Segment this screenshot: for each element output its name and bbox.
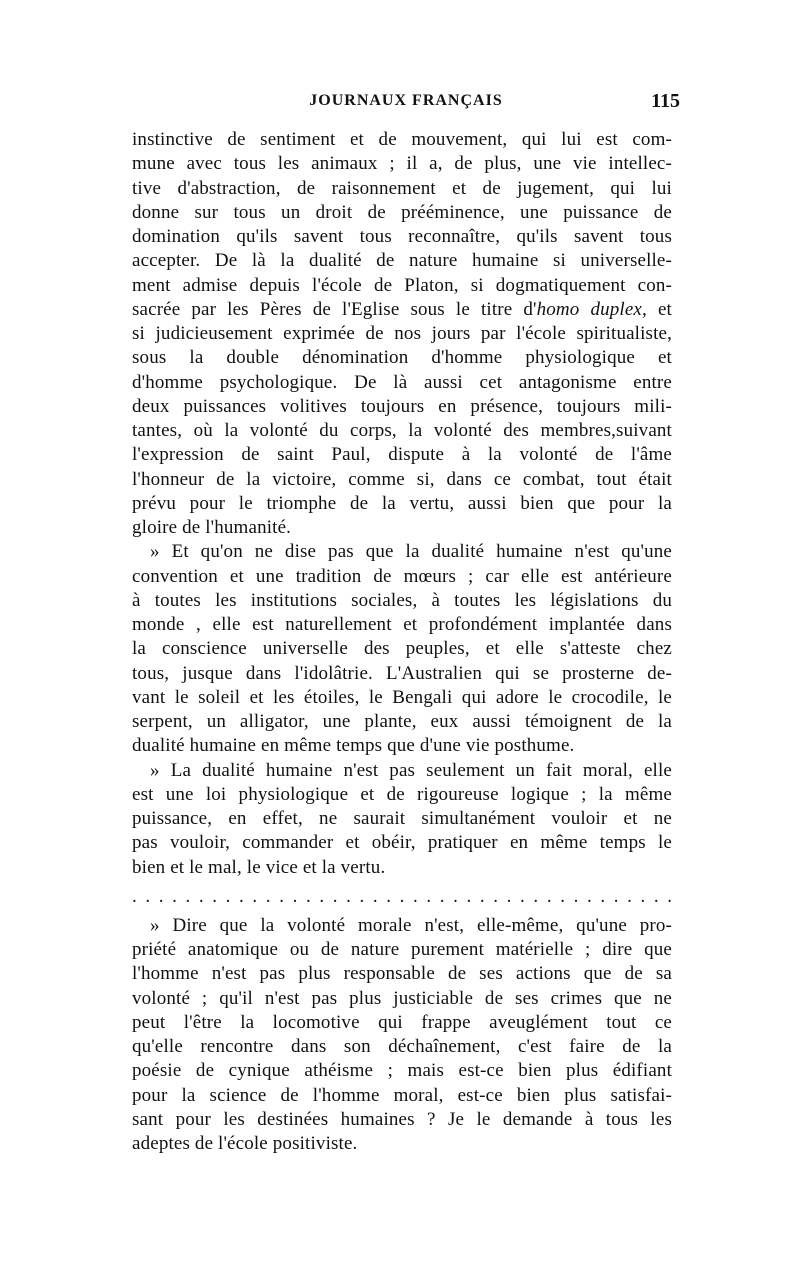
text-line: » La dualité humaine n'est pas seulement un fait moral, elle [150,759,672,781]
text-line: volonté ; qu'il n'est pas plus justiciable de ses crimes que ne [132,987,672,1009]
text-line: tantes, où la volonté du corps, la volonté des membres,suivant [132,420,672,441]
text-line: dualité humaine en même temps que d'une vie posthume. [132,735,575,757]
text-line: donne sur tous un droit de prééminence, une puissance de [132,201,672,223]
text-line: l'honneur de la victoire, comme si, dans ce combat, tout était [132,468,672,490]
text-line: puissance, en effet, ne saurait simultanément vouloir et ne [132,808,672,829]
running-title: JOURNAUX FRANÇAIS [309,92,503,109]
text-line: » Dire que la volonté morale n'est, elle-même, qu'une pro- [150,914,672,936]
text-line: tive d'abstraction, de raisonnement et de jugement, qui lui [132,177,672,199]
running-head [132,92,680,116]
text-line: est une loi physiologique et de rigoureuse logique ; la même [132,783,672,805]
text-line: peut l'être la locomotive qui frappe aveuglément tout ce [132,1011,672,1033]
text-line: qu'elle rencontre dans son déchaînement, c'est faire de la [132,1036,672,1057]
text-line: si judicieusement exprimée de nos jours par l'école spiritualiste, [132,323,672,344]
text-line: la conscience universelle des peuples, et elle s'atteste chez [132,638,672,660]
text-line: monde , elle est naturellement et profondément implantée dans [132,614,672,635]
paragraph-1 [132,128,672,540]
text-line: domination qu'ils savent tous reconnaître, qu'ils savent tous [132,226,672,247]
text-line: priété anatomique ou de nature purement matérielle ; dire que [132,939,672,960]
paragraph-2 [132,540,672,758]
text-line: bien et le mal, le vice et la vertu. [132,856,386,878]
text-line: serpent, un alligator, une plante, eux aussi témoignent de la [132,711,672,732]
text-line: instinctive de sentiment et de mouvement, qui lui est com- [132,129,672,150]
text-line: adeptes de l'école positiviste. [132,1133,358,1154]
text-line: l'expression de saint Paul, dispute à la volonté de l'âme [132,444,672,466]
text-line: poésie de cynique athéisme ; mais est-ce bien plus édifiant [132,1060,672,1082]
paragraph-4 [132,914,672,1157]
paragraph-3 [132,759,672,880]
text-line: convention et une tradition de mœurs ; car elle est antérieure [132,565,672,587]
text-line: pas vouloir, commander et obéir, pratiquer en même temps le [132,832,672,854]
text-line: d'homme psychologique. De là aussi cet antagonisme entre [132,371,672,393]
page-number: 115 [651,90,680,112]
text-line: pour la science de l'homme moral, est-ce bien plus satisfai- [132,1084,672,1106]
text-line: deux puissances volitives toujours en présence, toujours mili- [132,395,672,417]
text-line: prévu pour le triomphe de la vertu, aussi bien que pour la [132,492,672,514]
text-line: sant pour les destinées humaines ? Je le demande à tous les [132,1108,672,1130]
ellipsis-row: . . . . . . . . . . . . . . . . . . . . . . . . . . . . . . . . . . . . . . . . . [132,885,672,907]
text-fragment: et [646,298,672,320]
text-line: mune avec tous les animaux ; il a, de plus, une vie intellec- [132,153,672,175]
text-line: l'homme n'est pas plus responsable de ses actions que de sa [132,963,672,985]
text-line: gloire de l'humanité. [132,517,292,538]
text-block [132,128,672,1156]
text-line: à toutes les institutions sociales, à toutes les législations du [132,589,672,611]
text-line: vant le soleil et les étoiles, le Bengali qui adore le crocodile, le [132,686,672,708]
italic-term: homo duplex, [536,298,647,320]
text-line: » Et qu'on ne dise pas que la dualité humaine n'est qu'une [150,541,672,563]
text-fragment: sacrée par les Pères de l'Eglise sous le titre d' [132,298,537,320]
text-line-with-italic [132,298,672,322]
text-line: tous, jusque dans l'idolâtrie. L'Australien qui se prosterne de- [132,662,672,684]
text-line: ment admise depuis l'école de Platon, si dogmatiquement con- [132,274,672,296]
text-line: accepter. De là la dualité de nature humaine si universelle- [132,250,672,272]
text-line: sous la double dénomination d'homme physiologique et [132,347,672,369]
